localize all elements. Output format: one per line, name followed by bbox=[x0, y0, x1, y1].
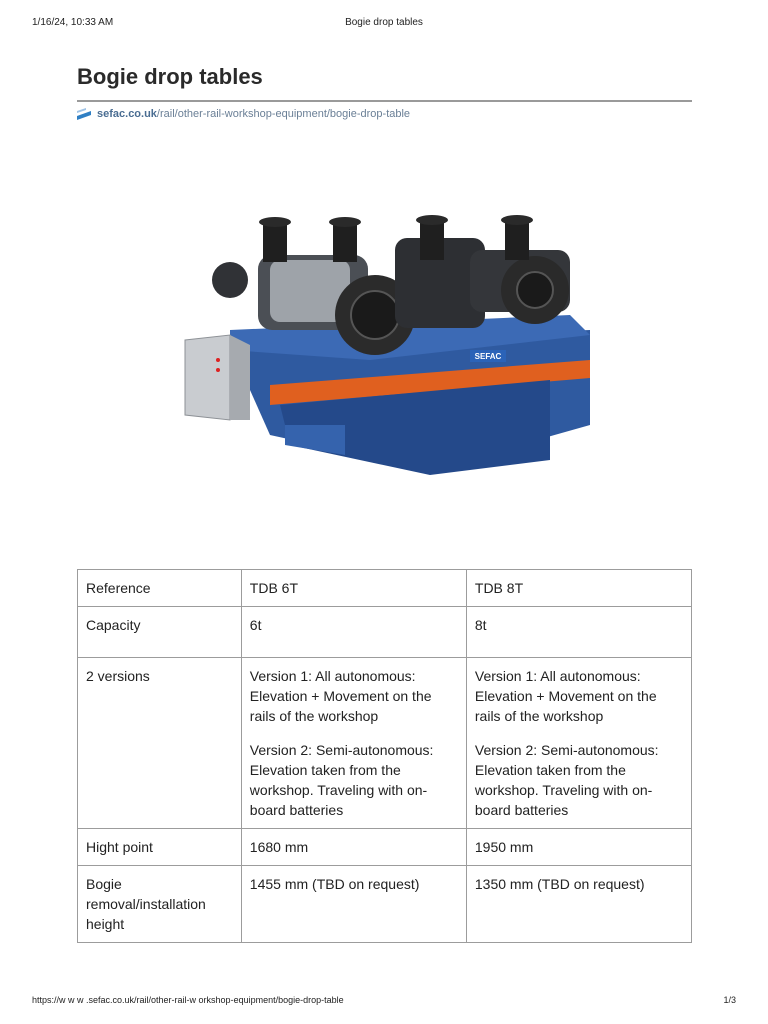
cell-paragraph: 1350 mm (TBD on request) bbox=[474, 876, 645, 892]
title-divider bbox=[77, 100, 692, 102]
tdb8t-value-cell bbox=[466, 570, 691, 607]
table-row bbox=[78, 658, 692, 829]
cell-paragraph: Version 1: All autonomous: Elevation + Movement on the rails of the workshop bbox=[474, 668, 657, 724]
cell-paragraph: 1950 mm bbox=[474, 839, 534, 855]
tdb8t-value-cell bbox=[466, 866, 691, 943]
table-row bbox=[78, 570, 692, 607]
cell-paragraph: TDB 8T bbox=[474, 580, 524, 596]
print-tab-title: Bogie drop tables bbox=[345, 17, 423, 28]
tdb6t-value-cell bbox=[241, 607, 466, 658]
row-label-cell: Reference bbox=[78, 570, 242, 607]
tdb6t-value-cell bbox=[241, 866, 466, 943]
bogie-drop-table-photo bbox=[170, 210, 600, 490]
cell-paragraph: TDB 6T bbox=[249, 580, 299, 596]
tdb6t-value-cell bbox=[241, 829, 466, 866]
print-datetime: 1/16/24, 10:33 AM bbox=[32, 17, 114, 28]
cell-paragraph: Version 2: Semi-autonomous: Elevation taken from the workshop. Traveling with on-board batteries bbox=[249, 742, 434, 818]
table-row bbox=[78, 866, 692, 943]
cell-paragraph: Version 2: Semi-autonomous: Elevation taken from the workshop. Traveling with on-board batteries bbox=[474, 742, 659, 818]
row-label-cell: Hight point bbox=[78, 829, 242, 866]
cell-paragraph: 6t bbox=[249, 617, 262, 633]
source-path[interactable]: /rail/other-rail-workshop-equipment/bogie-drop-table bbox=[156, 108, 411, 120]
brand-plate-text: SEFAC bbox=[474, 352, 502, 361]
tdb6t-value-cell bbox=[241, 658, 466, 829]
source-link[interactable] bbox=[77, 107, 410, 121]
sefac-favicon-icon bbox=[77, 107, 91, 121]
tdb8t-value-cell bbox=[466, 607, 691, 658]
tdb8t-value-cell bbox=[466, 658, 691, 829]
spec-table bbox=[77, 569, 692, 943]
print-page-indicator: 1/3 bbox=[723, 995, 736, 1005]
cell-paragraph: 8t bbox=[474, 617, 487, 633]
page-title: Bogie drop tables bbox=[77, 64, 263, 89]
row-label-cell: Capacity bbox=[78, 607, 242, 658]
table-row bbox=[78, 829, 692, 866]
print-url: https://w w w .sefac.co.uk/rail/other-rail-w orkshop-equipment/bogie-drop-table bbox=[32, 995, 344, 1005]
row-label-cell: Bogie removal/installation height bbox=[78, 866, 242, 943]
tdb6t-value-cell bbox=[241, 570, 466, 607]
source-domain[interactable]: sefac.co.uk bbox=[97, 108, 157, 120]
tdb8t-value-cell bbox=[466, 829, 691, 866]
cell-paragraph: 1455 mm (TBD on request) bbox=[249, 876, 420, 892]
cell-paragraph: Version 1: All autonomous: Elevation + Movement on the rails of the workshop bbox=[249, 668, 432, 724]
cell-paragraph: 1680 mm bbox=[249, 839, 309, 855]
table-row bbox=[78, 607, 692, 658]
row-label-cell: 2 versions bbox=[78, 658, 242, 829]
